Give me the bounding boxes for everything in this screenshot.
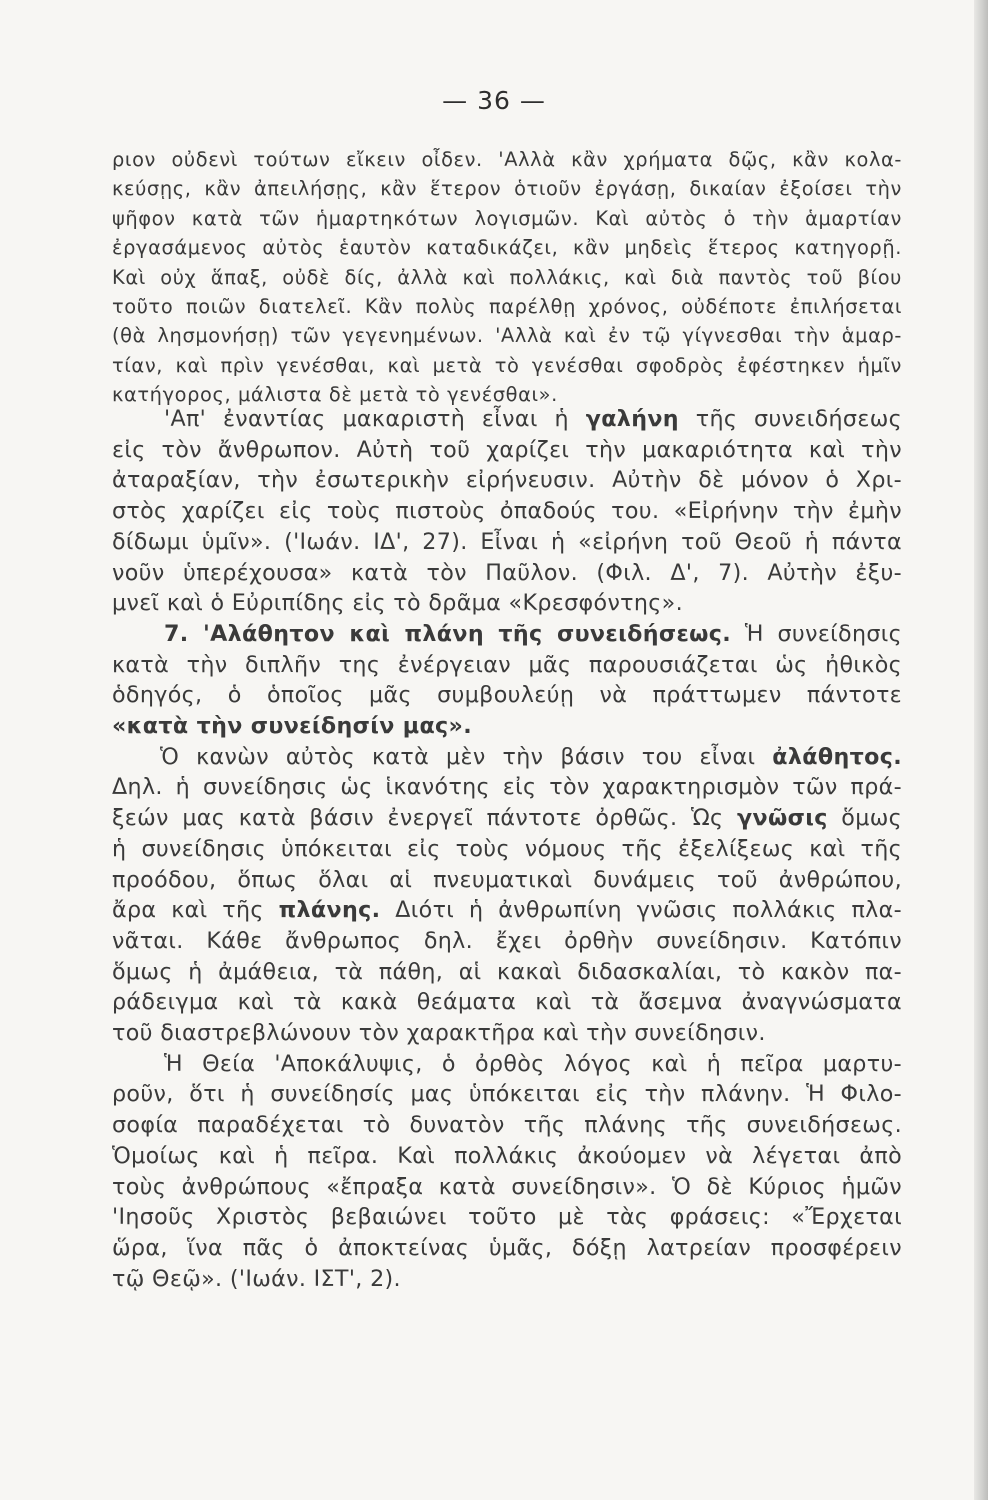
text-line [112,803,902,834]
emphasis-planis: πλάνης. [278,897,381,924]
text-line: ἐργασάμενος αὐτὸς ἑαυτὸν καταδικάζει, κἂν μηδεὶς ἕτερος κατηγορῇ. [112,236,902,260]
text-line: τῷ Θεῷ». ('Ιωάν. ΙΣΤ', 2). [112,1265,401,1292]
text-line: Δηλ. ἡ συνείδησις ὡς ἱκανότης εἰς τὸν χαρακτηρισμὸν τῶν πρά- [112,774,902,801]
text-line: ψῆφον κατὰ τῶν ἡμαρτηκότων λογισμῶν. Καὶ αὐτὸς ὁ τὴν ἁμαρτίαν [112,206,902,230]
text-line: ὁδηγός, ὁ ὁποῖος μᾶς συμβουλεύῃ νὰ πράττωμεν πάντοτε [112,682,902,709]
emphasis-kata-syneidisin: «κατὰ τὴν συνείδησίν μας». [112,713,473,740]
text-line: Καὶ οὐχ ἅπαξ, οὐδὲ δίς, ἀλλὰ καὶ πολλάκις, καὶ διὰ παντὸς τοῦ βίου [112,265,902,289]
text-line: κατήγορος, μάλιστα δὲ μετὰ τὸ γενέσθαι». [112,383,558,407]
section-heading-line [112,619,902,650]
text-line [112,404,902,435]
section-7-heading: 7. 'Αλάθητον καὶ πλάνη τῆς συνειδήσεως. [164,620,732,647]
emphasis-galini: γαλήνη [585,406,679,432]
text-line: νοῦν ὑπερέχουσα» κατὰ τὸν Παῦλον. (Φιλ. Δ', 7). Αὐτὴν ἐξυ- [112,559,902,586]
text-line: μνεῖ καὶ ὁ Εὐριπίδης εἰς τὸ δρᾶμα «Κρεσφόντης». [112,590,684,617]
text-line: 'Ιησοῦς Χριστὸς βεβαιώνει τοῦτο μὲ τὰς φράσεις: «Ἔρχεται [112,1204,902,1231]
text-run: τῆς συνειδήσεως [678,406,902,432]
text-line: ἀταραξίαν, τὴν ἐσωτερικὴν εἰρήνευσιν. Αὐτὴν δὲ μόνον ὁ Χρι- [112,467,902,494]
emphasis-alathitos: ἀλάθητος. [772,743,902,770]
text-line: ράδειγμα καὶ τὰ κακὰ θεάματα καὶ τὰ ἄσεμνα ἀναγνώσματα [112,989,902,1016]
text-line: Ἡ Θεία 'Αποκάλυψις, ὁ ὀρθὸς λόγος καὶ ἡ πεῖρα μαρτυ- [164,1050,902,1077]
text-line: στὸς χαρίζει εἰς τοὺς πιστοὺς ὀπαδούς του. «Εἰρήνην τὴν ἐμὴν [112,498,902,525]
text-line: τοῦ διαστρεβλώνουν τὸν χαρακτῆρα καὶ τὴν συνείδησιν. [112,1020,766,1047]
text-line: ροῦν, ὅτι ἡ συνείδησίς μας ὑπόκειται εἰς τὴν πλάνην. Ἡ Φιλο- [112,1081,902,1108]
text-line: (θὰ λησμονήσῃ) τῶν γεγενημένων. 'Αλλὰ καὶ ἐν τῷ γίγνεσθαι τὴν ἁμαρ- [112,324,902,348]
text-line: τοὺς ἀνθρώπους «ἔπραξα κατὰ συνείδησιν». Ὁ δὲ Κύριος ἡμῶν [112,1173,902,1200]
text-line [112,711,902,742]
main-text [112,404,902,1294]
text-line: εἰς τὸν ἄνθρωπον. Αὐτὴ τοῦ χαρίζει τὴν μακαριότητα καὶ τὴν [112,436,902,463]
text-line [112,895,902,926]
page-number: — 36 — [442,86,546,115]
text-line: τίαν, καὶ πρὶν γενέσθαι, καὶ μετὰ τὸ γενέσθαι σφοδρὸς ἐφέστηκεν ἡμῖν [112,353,902,377]
text-line: ἡ συνείδησις ὑπόκειται εἰς τοὺς νόμους τῆς ἐξελίξεως καὶ τῆς [112,835,902,862]
text-line: κατὰ τὴν διπλῆν της ἐνέργειαν μᾶς παρουσιάζεται ὡς ἠθικὸς [112,651,902,678]
text-line: σοφία παραδέχεται τὸ δυνατὸν τῆς πλάνης τῆς συνειδήσεως. [112,1112,902,1139]
text-line: δίδωμι ὑμῖν». ('Ιωάν. ΙΔ', 27). Εἶναι ἡ «εἰρήνη τοῦ Θεοῦ ἡ πάντα [112,528,902,555]
text-run: ξεών μας κατὰ βάσιν ἐνεργεῖ πάντοτε ὀρθῶς. Ὡς [112,805,738,832]
page-edge-shadow [974,0,988,1500]
text-run: ὅμως [827,805,902,832]
emphasis-gnosis: γνῶσις [737,805,828,832]
text-line: ὅμως ἡ ἀμάθεια, τὰ πάθη, αἱ κακαὶ διδασκαλίαι, τὸ κακὸν πα- [112,958,902,985]
text-line: Ὁμοίως καὶ ἡ πεῖρα. Καὶ πολλάκις ἀκούομεν νὰ λέγεται ἀπὸ [112,1142,902,1169]
text-run: ἄρα καὶ τῆς [112,897,279,924]
text-run: 'Απ' ἐναντίας μακαριστὴ εἶναι ἡ [164,406,586,432]
text-run: Διότι ἡ ἀνθρωπίνη γνῶσις πολλάκις πλα- [380,897,902,924]
text-line: νᾶται. Κάθε ἄνθρωπος δηλ. ἔχει ὀρθὴν συνείδησιν. Κατόπιν [112,927,902,954]
text-run: Ἡ συνείδησις [731,620,902,647]
text-line: ριον οὐδενὶ τούτων εἴκειν οἶδεν. 'Αλλὰ κἂν χρήματα δῷς, κἂν κολα- [112,148,902,171]
text-line: τοῦτο ποιῶν διατελεῖ. Κἂν πολὺς παρέλθῃ χρόνος, οὐδέποτε ἐπιλήσεται [112,295,902,319]
text-line: κεύσῃς, κἂν ἀπειλήσῃς, κἂν ἕτερον ὁτιοῦν ἐργάσῃ, δικαίαν ἐξοίσει τὴν [112,177,902,201]
text-line [112,742,902,773]
text-line: ὥρα, ἵνα πᾶς ὁ ἀποκτείνας ὑμᾶς, δόξῃ λατρείαν προσφέρειν [112,1234,902,1261]
text-run: Ὁ κανὼν αὐτὸς κατὰ μὲν τὴν βάσιν του εἶναι [160,743,773,770]
text-line: προόδου, ὅπως ὅλαι αἱ πνευματικαὶ δυνάμεις τοῦ ἀνθρώπου, [112,866,902,893]
quoted-passage [112,145,902,410]
